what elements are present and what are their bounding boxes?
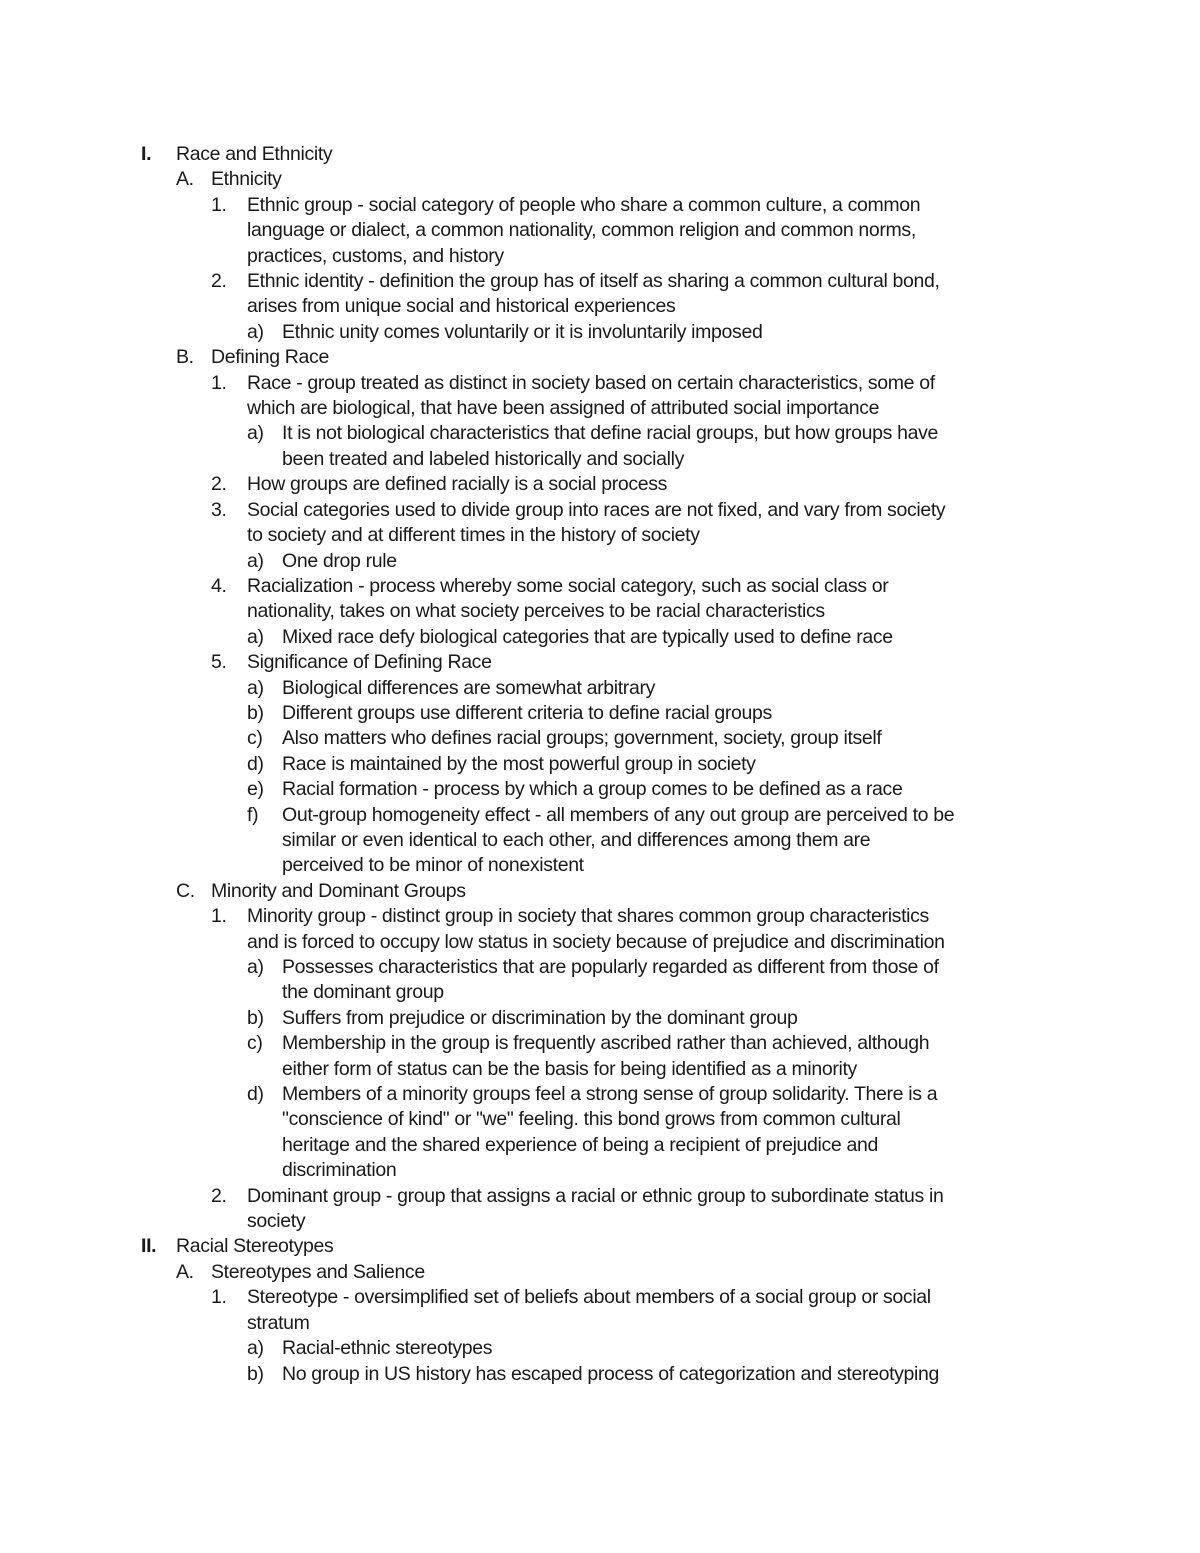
outline-text-line: and is forced to occupy low status in society because of prejudice and discrimination bbox=[247, 930, 945, 953]
outline-marker: 3. bbox=[211, 498, 227, 521]
outline-text-line: society bbox=[247, 1210, 306, 1233]
outline-text-line: Ethnic unity comes voluntarily or it is involuntarily imposed bbox=[282, 320, 763, 343]
outline-item bbox=[0, 1006, 1200, 1031]
outline-item bbox=[0, 879, 1200, 904]
outline-marker: 1. bbox=[211, 371, 227, 394]
outline-text-line: Also matters who defines racial groups; government, society, group itself bbox=[282, 727, 882, 750]
outline-marker: d) bbox=[247, 1083, 264, 1106]
outline-marker: a) bbox=[247, 956, 264, 978]
outline-item bbox=[0, 955, 1200, 1006]
outline-item bbox=[0, 371, 1200, 422]
outline-text-line: which are biological, that have been assigned of attributed social importance bbox=[247, 397, 880, 420]
outline-marker: a) bbox=[247, 320, 264, 343]
outline-marker: c) bbox=[247, 727, 263, 750]
outline-marker: b) bbox=[247, 701, 264, 724]
outline-text-line: to society and at different times in the history of society bbox=[247, 524, 700, 547]
outline-marker: e) bbox=[247, 778, 264, 801]
outline-text-line: Biological differences are somewhat arbitrary bbox=[282, 676, 655, 699]
outline-marker: B. bbox=[176, 346, 194, 369]
outline-text-line: Ethnic identity - definition the group has of itself as sharing a common cultural bond, bbox=[247, 270, 940, 293]
outline-item bbox=[0, 269, 1200, 320]
outline-text-line: Race - group treated as distinct in society based on certain characteristics, some of bbox=[247, 371, 935, 394]
outline-marker: a) bbox=[247, 676, 264, 699]
outline-text-line: Ethnic group - social category of people who share a common culture, a common bbox=[247, 193, 921, 216]
outline-text-line: Members of a minority groups feel a strong sense of group solidarity. There is a bbox=[282, 1083, 938, 1106]
outline-item bbox=[0, 472, 1200, 497]
outline-text-line: Racial Stereotypes bbox=[176, 1235, 334, 1258]
outline-text-line: similar or even identical to each other, and differences among them are bbox=[282, 828, 871, 851]
outline-marker: f) bbox=[247, 803, 259, 826]
document-page bbox=[0, 142, 1200, 1387]
outline-item bbox=[0, 1260, 1200, 1285]
outline-text-line: perceived to be minor of nonexistent bbox=[282, 854, 584, 877]
outline-text-line: Race and Ethnicity bbox=[176, 143, 333, 165]
outline-item bbox=[0, 701, 1200, 726]
outline-item bbox=[0, 1336, 1200, 1361]
outline-item bbox=[0, 498, 1200, 549]
outline-text-line: One drop rule bbox=[282, 549, 397, 572]
outline-marker: C. bbox=[176, 879, 195, 902]
outline-item bbox=[0, 1285, 1200, 1336]
outline-marker: 1. bbox=[211, 193, 227, 216]
outline-item bbox=[0, 752, 1200, 777]
outline-text-line: "conscience of kind" or "we" feeling. this bond grows from common cultural bbox=[282, 1108, 901, 1131]
outline-text-line: Significance of Defining Race bbox=[247, 651, 492, 674]
outline-text-line: Minority and Dominant Groups bbox=[211, 879, 466, 902]
outline-text-line: Suffers from prejudice or discrimination by the dominant group bbox=[282, 1006, 798, 1029]
outline-marker: 2. bbox=[211, 1184, 227, 1207]
outline-marker: a) bbox=[247, 422, 264, 445]
outline-marker: a) bbox=[247, 625, 264, 648]
outline-item bbox=[0, 904, 1200, 955]
outline-item bbox=[0, 1184, 1200, 1235]
outline-text-line: Mixed race defy biological categories that are typically used to define race bbox=[282, 625, 893, 648]
outline-item bbox=[0, 320, 1200, 345]
outline-text-line: the dominant group bbox=[282, 981, 444, 1004]
outline-item bbox=[0, 193, 1200, 269]
outline-text-line: discrimination bbox=[282, 1159, 397, 1182]
outline-item bbox=[0, 777, 1200, 802]
outline-text-line: Race is maintained by the most powerful group in society bbox=[282, 752, 756, 775]
outline-text-line: Out-group homogeneity effect - all members of any out group are perceived to be bbox=[282, 803, 955, 826]
outline-item bbox=[0, 1234, 1200, 1259]
outline bbox=[0, 142, 1200, 1387]
outline-text-line: How groups are defined racially is a social process bbox=[247, 473, 668, 496]
outline-text-line: Possesses characteristics that are popularly regarded as different from those of bbox=[282, 956, 939, 978]
outline-text-line: Dominant group - group that assigns a racial or ethnic group to subordinate status in bbox=[247, 1184, 944, 1207]
outline-marker: 2. bbox=[211, 270, 227, 293]
outline-marker: A. bbox=[176, 1260, 194, 1283]
outline-text-line: Stereotype - oversimplified set of beliefs about members of a social group or social bbox=[247, 1286, 931, 1309]
outline-item bbox=[0, 803, 1200, 879]
outline-marker: I. bbox=[141, 143, 152, 165]
outline-item bbox=[0, 345, 1200, 370]
outline-marker: A. bbox=[176, 168, 194, 191]
outline-text-line: Ethnicity bbox=[211, 168, 282, 191]
outline-marker: b) bbox=[247, 1362, 264, 1385]
outline-text-line: Defining Race bbox=[211, 346, 329, 369]
outline-marker: b) bbox=[247, 1006, 264, 1029]
outline-item bbox=[0, 549, 1200, 574]
outline-item bbox=[0, 676, 1200, 701]
outline-marker: 5. bbox=[211, 651, 227, 674]
outline-item bbox=[0, 421, 1200, 472]
outline-item bbox=[0, 1362, 1200, 1387]
outline-marker: d) bbox=[247, 752, 264, 775]
outline-text-line: Racialization - process whereby some social category, such as social class or bbox=[247, 574, 889, 597]
outline-marker: 2. bbox=[211, 473, 227, 496]
outline-text-line: stratum bbox=[247, 1311, 310, 1334]
outline-item bbox=[0, 726, 1200, 751]
outline-text-line: It is not biological characteristics that define racial groups, but how groups have bbox=[282, 422, 938, 445]
outline-item bbox=[0, 650, 1200, 675]
outline-text-line: either form of status can be the basis for being identified as a minority bbox=[282, 1057, 857, 1080]
outline-marker: 1. bbox=[211, 905, 227, 928]
outline-text-line: Membership in the group is frequently ascribed rather than achieved, although bbox=[282, 1032, 930, 1055]
outline-text-line: practices, customs, and history bbox=[247, 244, 504, 267]
outline-text-line: nationality, takes on what society perceives to be racial characteristics bbox=[247, 600, 825, 623]
outline-text-line: language or dialect, a common nationality, common religion and common norms, bbox=[247, 219, 916, 242]
outline-item bbox=[0, 167, 1200, 192]
outline-text-line: Minority group - distinct group in society that shares common group characteristics bbox=[247, 905, 929, 928]
outline-marker: 1. bbox=[211, 1286, 227, 1309]
outline-item bbox=[0, 1082, 1200, 1184]
outline-marker: c) bbox=[247, 1032, 263, 1055]
outline-text-line: No group in US history has escaped process of categorization and stereotyping bbox=[282, 1362, 940, 1385]
outline-marker: a) bbox=[247, 549, 264, 572]
outline-marker: a) bbox=[247, 1337, 264, 1360]
outline-text-line: been treated and labeled historically and socially bbox=[282, 447, 685, 470]
outline-text-line: Racial-ethnic stereotypes bbox=[282, 1337, 493, 1360]
outline-marker: 4. bbox=[211, 574, 227, 597]
outline-text-line: Different groups use different criteria to define racial groups bbox=[282, 701, 772, 724]
outline-text-line: Stereotypes and Salience bbox=[211, 1260, 425, 1283]
outline-item bbox=[0, 142, 1200, 167]
outline-item bbox=[0, 1031, 1200, 1082]
outline-text-line: arises from unique social and historical experiences bbox=[247, 295, 676, 318]
outline-text-line: Social categories used to divide group into races are not fixed, and vary from society bbox=[247, 498, 946, 521]
outline-item bbox=[0, 574, 1200, 625]
outline-text-line: heritage and the shared experience of being a recipient of prejudice and bbox=[282, 1133, 878, 1156]
outline-item bbox=[0, 625, 1200, 650]
outline-marker: II. bbox=[141, 1235, 157, 1258]
outline-text-line: Racial formation - process by which a group comes to be defined as a race bbox=[282, 778, 903, 801]
